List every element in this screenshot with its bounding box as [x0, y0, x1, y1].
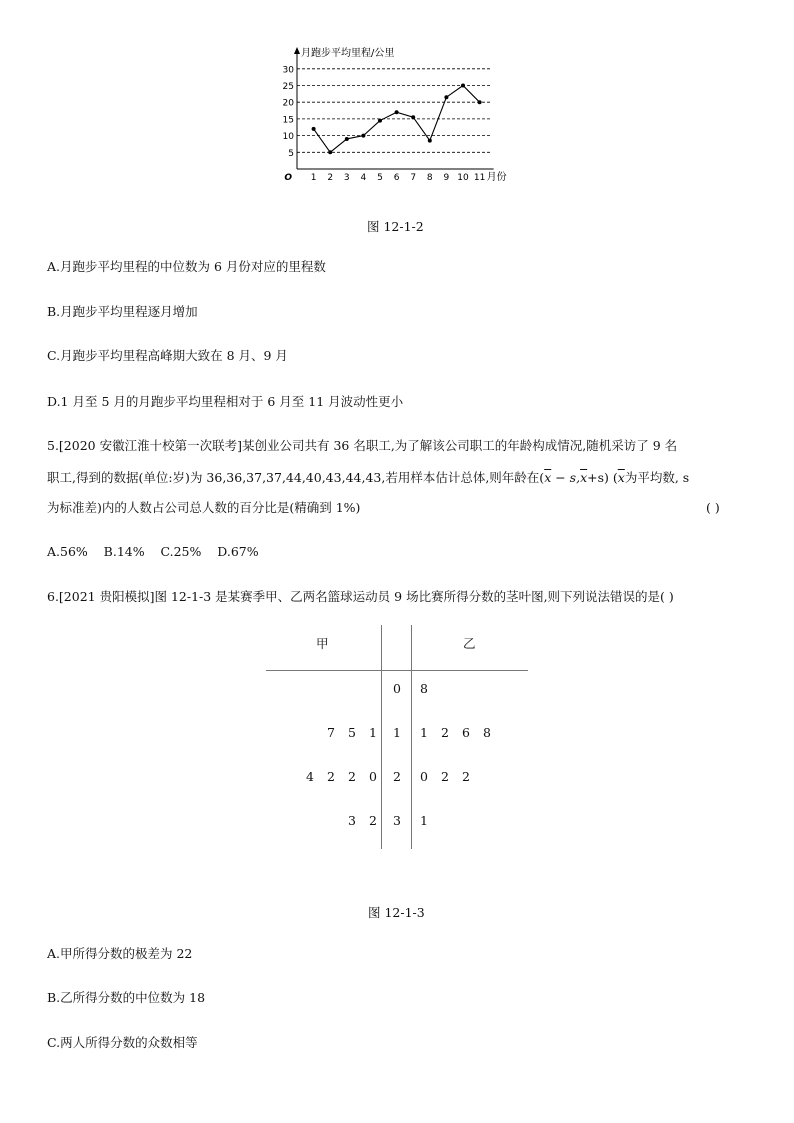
q6-option-a: A.甲所得分数的极差为 22 [47, 946, 193, 961]
stem-leaf-left-header: 甲 [316, 636, 329, 651]
y-axis-label: 月跑步平均里程/公里 [301, 48, 395, 59]
x-tick-label: 6 [393, 173, 400, 183]
right-leaf: 2 [441, 725, 449, 740]
y-tick-label: 10 [282, 132, 294, 143]
y-tick-label: 30 [282, 65, 294, 76]
q5-options: A.56% B.14% C.25% D.67% [47, 544, 259, 559]
q5-line-2-minus-s: − s, [551, 470, 581, 485]
q5-line-1: 5.[2020 安徽江淮十校第一次联考]某创业公司共有 36 名职工,为了解该公司职工的年龄构成情况,随机采访了 9 名 [47, 438, 678, 453]
left-leaf: 2 [348, 769, 356, 784]
right-leaf: 2 [441, 769, 449, 784]
x-tick-label: 5 [377, 173, 383, 183]
q6-option-b: B.乙所得分数的中位数为 18 [47, 990, 206, 1005]
right-leaf: 0 [420, 769, 428, 784]
stem: 1 [393, 725, 401, 740]
q4-option-b: B.月跑步平均里程逐月增加 [47, 304, 198, 319]
q5-line-2 [47, 469, 689, 487]
q4-option-d: D.1 月至 5 月的月跑步平均里程相对于 6 月至 11 月波动性更小 [47, 394, 404, 409]
q5-answer-paren: ( ) [706, 500, 720, 515]
data-point [461, 84, 465, 88]
left-leaf: 5 [348, 725, 356, 740]
x-axis-label: 月份 [486, 172, 507, 183]
data-point [378, 119, 382, 123]
x-bar: $\overline{x}$ [617, 470, 625, 485]
stem-leaf-right-header: 乙 [463, 636, 476, 651]
stem-leaf-divider-right [411, 625, 412, 849]
q6-line-1: 6.[2021 贵阳模拟]图 12-1-3 是某赛季甲、乙两名篮球运动员 9 场比赛所得分数的茎叶图,则下列说法错误的是( ) [47, 589, 674, 604]
stem: 0 [393, 681, 401, 696]
y-tick-label: 5 [288, 148, 294, 159]
x-tick-label: 9 [443, 173, 450, 183]
q4-option-c: C.月跑步平均里程高峰期大致在 8 月、9 月 [47, 348, 288, 363]
q5-line-2-text: 职工,得到的数据(单位:岁)为 36,36,37,37,44,40,43,44,43,若用样本估计总体,则年龄在( [47, 470, 545, 485]
x-tick-label: 8 [426, 173, 433, 183]
stem: 2 [393, 769, 401, 784]
stem: 3 [393, 813, 401, 828]
x-tick-label: 3 [343, 173, 350, 183]
left-leaf: 3 [348, 813, 356, 828]
data-point [444, 95, 448, 99]
left-leaf: 2 [369, 813, 377, 828]
x-tick-label: 1 [310, 173, 317, 183]
y-tick-label: 25 [282, 82, 294, 92]
data-point [345, 137, 349, 141]
x-tick-label: 7 [410, 173, 417, 183]
x-tick-label: 4 [360, 173, 367, 183]
right-leaf: 8 [483, 725, 491, 740]
data-point [395, 110, 399, 114]
data-point [361, 134, 365, 138]
data-point [478, 100, 482, 104]
q6-option-c: C.两人所得分数的众数相等 [47, 1035, 198, 1050]
left-leaf: 1 [369, 725, 377, 740]
right-leaf: 8 [420, 681, 428, 696]
left-leaf: 2 [327, 769, 335, 784]
line-chart [270, 45, 530, 190]
q5-line-3: 为标准差)内的人数占公司总人数的百分比是(精确到 1%) [47, 500, 361, 515]
y-axis-arrow [294, 47, 300, 54]
figure-caption-12-1-3: 图 12-1-3 [368, 905, 425, 920]
y-tick-label: 15 [282, 115, 294, 126]
x-tick-label: 2 [327, 173, 334, 183]
right-leaf: 6 [462, 725, 470, 740]
left-leaf: 0 [369, 769, 377, 784]
data-point [312, 127, 316, 131]
left-leaf: 4 [306, 769, 314, 784]
q5-line-2-plus-s: +s) ( [587, 470, 618, 485]
stem-leaf-horizontal-rule [266, 670, 528, 671]
data-point [428, 139, 432, 143]
data-point [328, 150, 332, 154]
stem-leaf-divider-left [381, 625, 382, 849]
origin-label: O [284, 173, 292, 183]
x-bar: $\overline{x}$ [544, 470, 552, 485]
figure-caption-12-1-2: 图 12-1-2 [367, 219, 424, 234]
q4-option-a: A.月跑步平均里程的中位数为 6 月份对应的里程数 [47, 259, 326, 274]
x-bar: $\overline{x}$ [580, 470, 588, 485]
q5-line-2-tail: 为平均数, s [624, 470, 690, 485]
right-leaf: 2 [462, 769, 470, 784]
x-tick-label: 11 [473, 173, 486, 183]
y-tick-label: 20 [282, 98, 294, 109]
data-point [411, 115, 415, 119]
stem-leaf-plot [266, 625, 528, 850]
right-leaf: 1 [420, 725, 428, 740]
x-tick-label: 10 [457, 173, 469, 183]
right-leaf: 1 [420, 813, 428, 828]
left-leaf: 7 [327, 725, 335, 740]
